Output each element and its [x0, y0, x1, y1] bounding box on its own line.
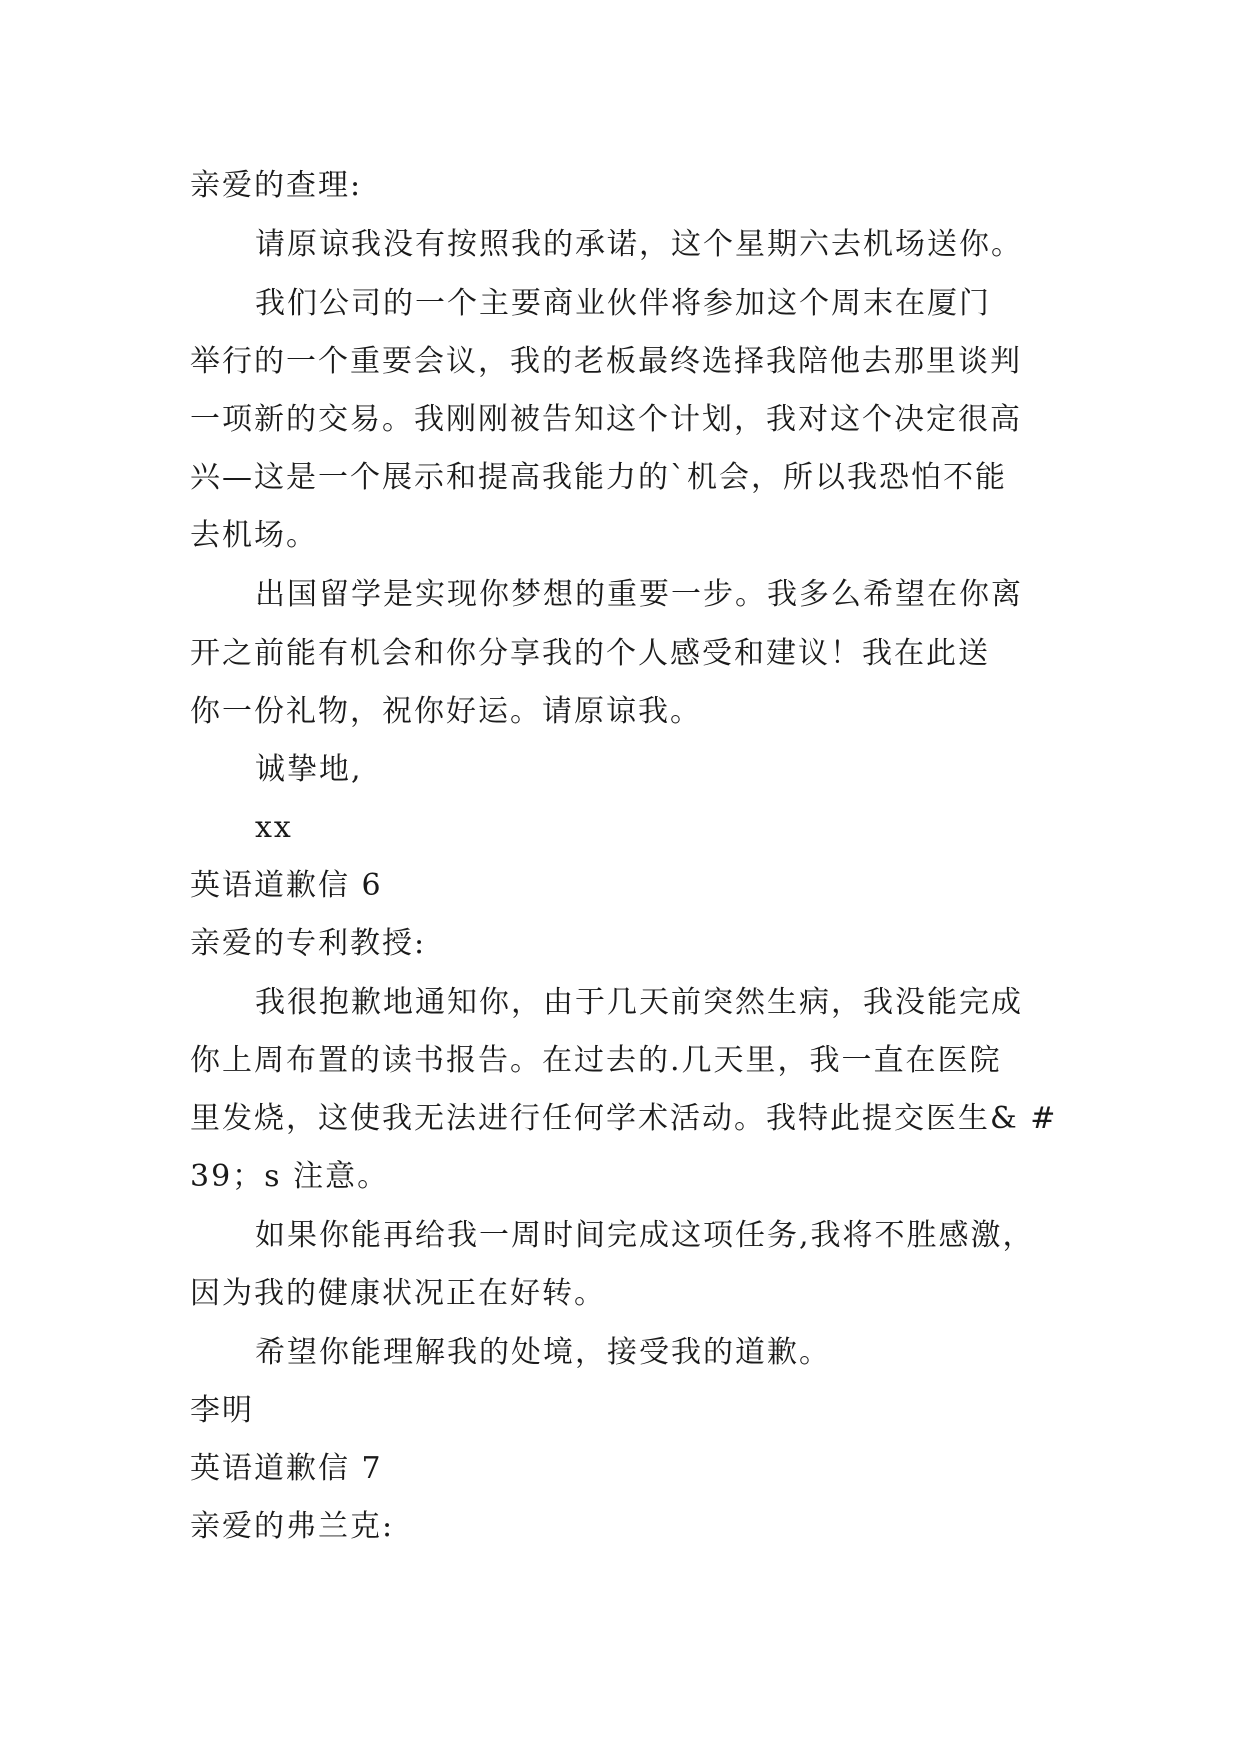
- signature: 李明: [190, 1393, 254, 1428]
- closing: 诚挚地,: [255, 752, 363, 787]
- salutation-frank: 亲爱的弗兰克:: [190, 1509, 395, 1544]
- salutation-professor: 亲爱的专利教授:: [190, 926, 427, 961]
- paragraph-line: 请原谅我没有按照我的承诺，这个星期六去机场送你。: [255, 227, 1023, 262]
- paragraph-line: 39；s 注意。: [190, 1159, 390, 1194]
- paragraph-line: 一项新的交易。我刚刚被告知这个计划，我对这个决定很高: [190, 402, 1022, 437]
- paragraph-line: 去机场。: [190, 518, 318, 553]
- paragraph-line: 你一份礼物，祝你好运。请原谅我。: [190, 694, 702, 729]
- section-heading: 英语道歉信 6: [190, 868, 383, 903]
- paragraph-line: 如果你能再给我一周时间完成这项任务,我将不胜感激，: [255, 1218, 1035, 1253]
- paragraph-line: 我很抱歉地通知你，由于几天前突然生病，我没能完成: [255, 985, 1023, 1020]
- paragraph-line: 开之前能有机会和你分享我的个人感受和建议！我在此送: [190, 636, 990, 671]
- section-heading: 英语道歉信 7: [190, 1451, 383, 1486]
- signature: xx: [255, 810, 293, 845]
- paragraph-line: 里发烧，这使我无法进行任何学术活动。我特此提交医生& #: [190, 1101, 1058, 1136]
- salutation-charlie: 亲爱的查理:: [190, 168, 363, 203]
- paragraph-line: 我们公司的一个主要商业伙伴将参加这个周末在厦门: [255, 286, 991, 321]
- paragraph-line: 兴—这是一个展示和提高我能力的`机会，所以我恐怕不能: [190, 460, 1007, 495]
- paragraph-line: 举行的一个重要会议，我的老板最终选择我陪他去那里谈判: [190, 344, 1022, 379]
- paragraph-line: 你上周布置的读书报告。在过去的.几天里，我一直在医院: [190, 1043, 1002, 1078]
- paragraph-line: 出国留学是实现你梦想的重要一步。我多么希望在你离: [255, 577, 1023, 612]
- paragraph-line: 因为我的健康状况正在好转。: [190, 1276, 606, 1311]
- paragraph-line: 希望你能理解我的处境，接受我的道歉。: [255, 1335, 831, 1370]
